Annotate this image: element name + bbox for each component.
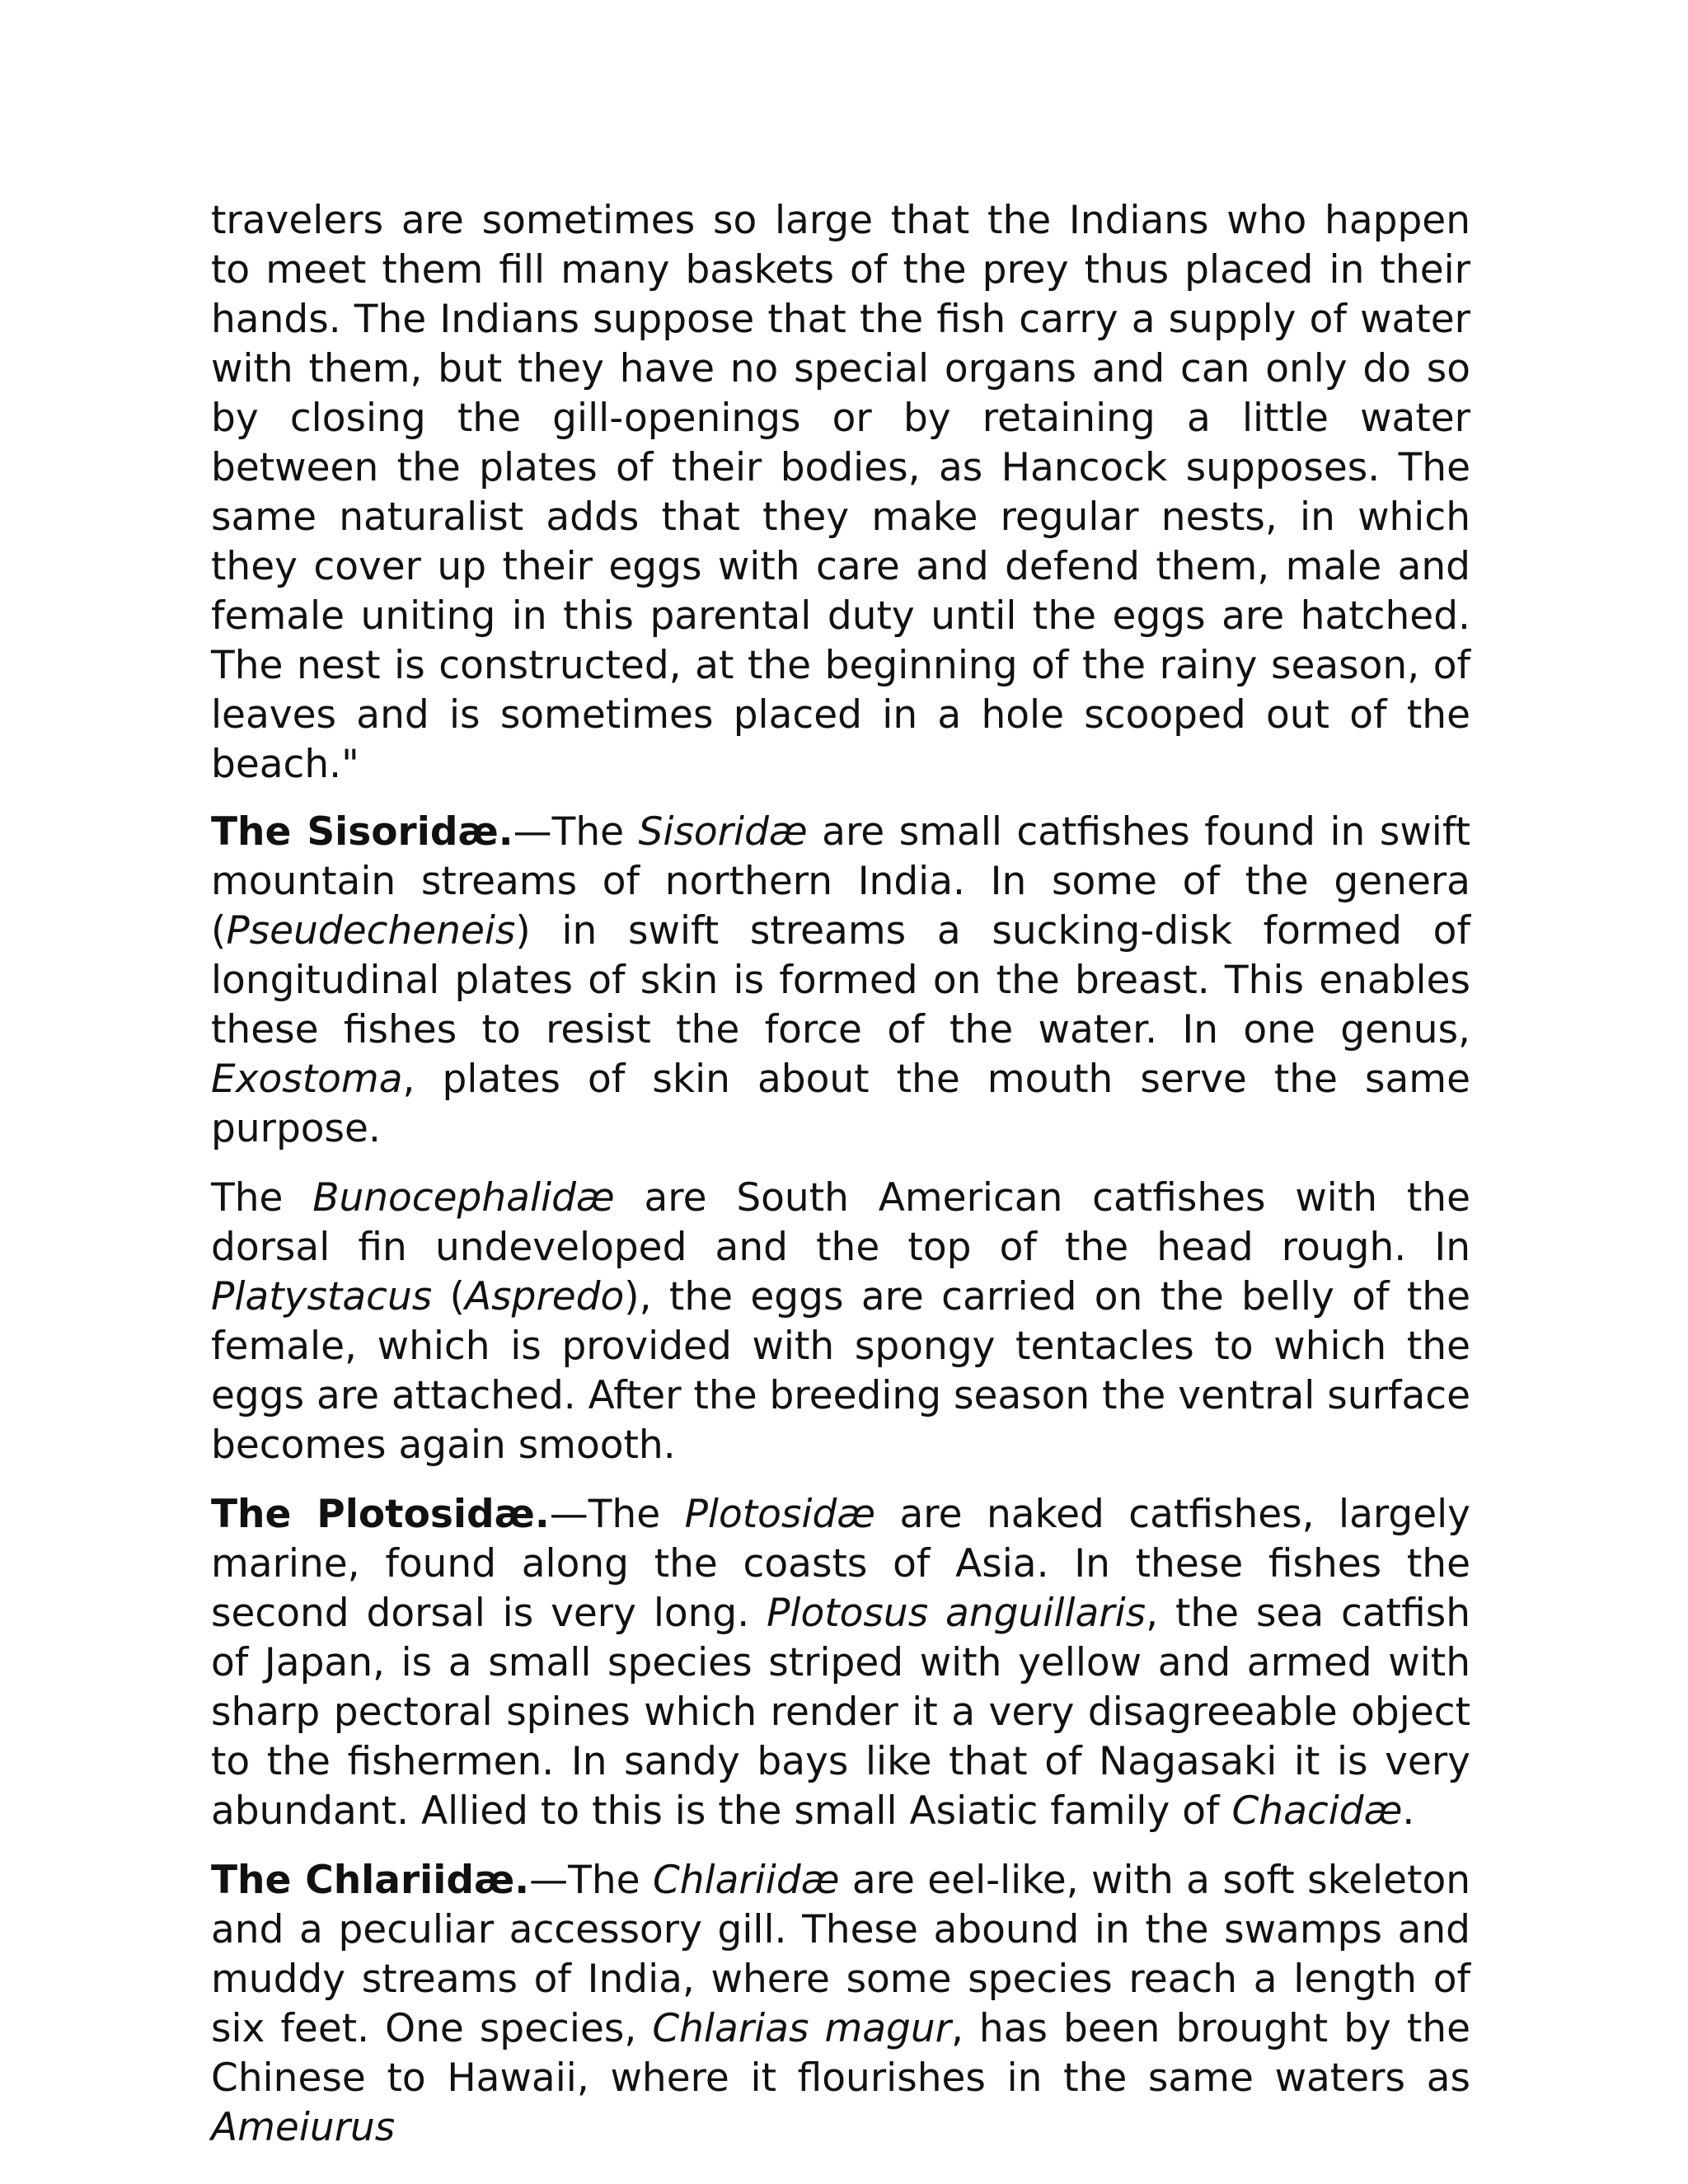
paragraph-chlariidae <box>211 1856 1470 2153</box>
taxon-name: Plotosus anguillaris <box>767 1591 1146 1636</box>
paragraph-text: , the sea catfish of Japan, is a small species striped with yellow and armed with sharp pectoral spines which render it a very disagreeable object to the fishermen. In sandy bays like that of Nagasaki it is very abundant. Allied to this is the small Asiatic family of <box>211 1591 1470 1834</box>
taxon-name: Platystacus <box>211 1274 433 1319</box>
taxon-name: Plotosidæ <box>684 1492 876 1537</box>
paragraph-bunocephalidae <box>211 1174 1470 1470</box>
taxon-name: Pseudecheneis <box>226 908 516 954</box>
paragraph-text: are naked catfishes, largely marine, found along the coasts of Asia. In these fishes the second dorsal is very long. <box>211 1492 1470 1636</box>
paragraph-text: ) in swift streams a sucking-disk formed of longitudinal plates of skin is formed on the breast. This enables these fishes to resist the force of the water. In one genus, <box>211 908 1470 1052</box>
paragraph-text: ), the eggs are carried on the belly of the female, which is provided with spongy tentacles to which the eggs are attached. After the breeding season the ventral surface becomes again smooth. <box>211 1274 1470 1468</box>
taxon-name: Sisoridæ <box>638 809 808 855</box>
paragraph-fish-nests <box>211 196 1470 790</box>
taxon-name: Exostoma <box>211 1057 403 1102</box>
paragraph-text: —The <box>513 809 639 855</box>
paragraph-text: are small catfishes found in swift mountain streams of northern India. In some of the genera ( <box>211 809 1470 954</box>
taxon-name: Aspredo <box>464 1274 625 1319</box>
paragraph-plotosidae <box>211 1490 1470 1836</box>
section-heading-sisoridae: The Sisoridæ. <box>211 809 513 855</box>
page-body <box>211 196 1470 2172</box>
taxon-name: Chlariidæ <box>652 1858 840 1903</box>
paragraph-text: are South American catfishes with the dorsal fin undeveloped and the top of the head rough. In <box>211 1175 1470 1270</box>
taxon-name: Chacidæ <box>1231 1788 1403 1834</box>
paragraph-text: The <box>211 1175 313 1221</box>
taxon-name: Ameiurus <box>211 2105 396 2150</box>
taxon-name: Bunocephalidæ <box>312 1175 615 1221</box>
paragraph-text: travelers are sometimes so large that the Indians who happen to meet them fill many baskets of the prey thus placed in their hands. The Indians suppose that the fish carry a supply of water with them, but they have no special organs and can only do so by closing the gill-openings or by retaining a little water between the plates of their bodies, as Hancock supposes. The same naturalist adds that they make regular nests, in which they cover up their eggs with care and defend them, male and female uniting in this parental duty until the eggs are hatched. The nest is constructed, at the beginning of the rainy season, of leaves and is sometimes placed in a hole scooped out of the beach." <box>211 198 1470 787</box>
paragraph-sisoridae <box>211 808 1470 1154</box>
paragraph-text: —The <box>549 1492 685 1537</box>
taxon-name: Chlarias magur <box>652 2006 951 2051</box>
paragraph-text: ( <box>432 1274 465 1319</box>
paragraph-text: —The <box>529 1858 653 1903</box>
paragraph-text: . <box>1402 1788 1415 1834</box>
section-heading-plotosidae: The Plotosidæ. <box>211 1492 550 1537</box>
paragraph-text: , plates of skin about the mouth serve the same purpose. <box>211 1057 1470 1151</box>
paragraph-text: , has been brought by the Chinese to Hawaii, where it flourishes in the same waters as <box>211 2006 1470 2101</box>
section-heading-chlariidae: The Chlariidæ. <box>211 1858 530 1903</box>
paragraph-text: are eel-like, with a soft skeleton and a peculiar accessory gill. These abound in the swamps and muddy streams of India, where some species reach a length of six feet. One species, <box>211 1858 1470 2051</box>
